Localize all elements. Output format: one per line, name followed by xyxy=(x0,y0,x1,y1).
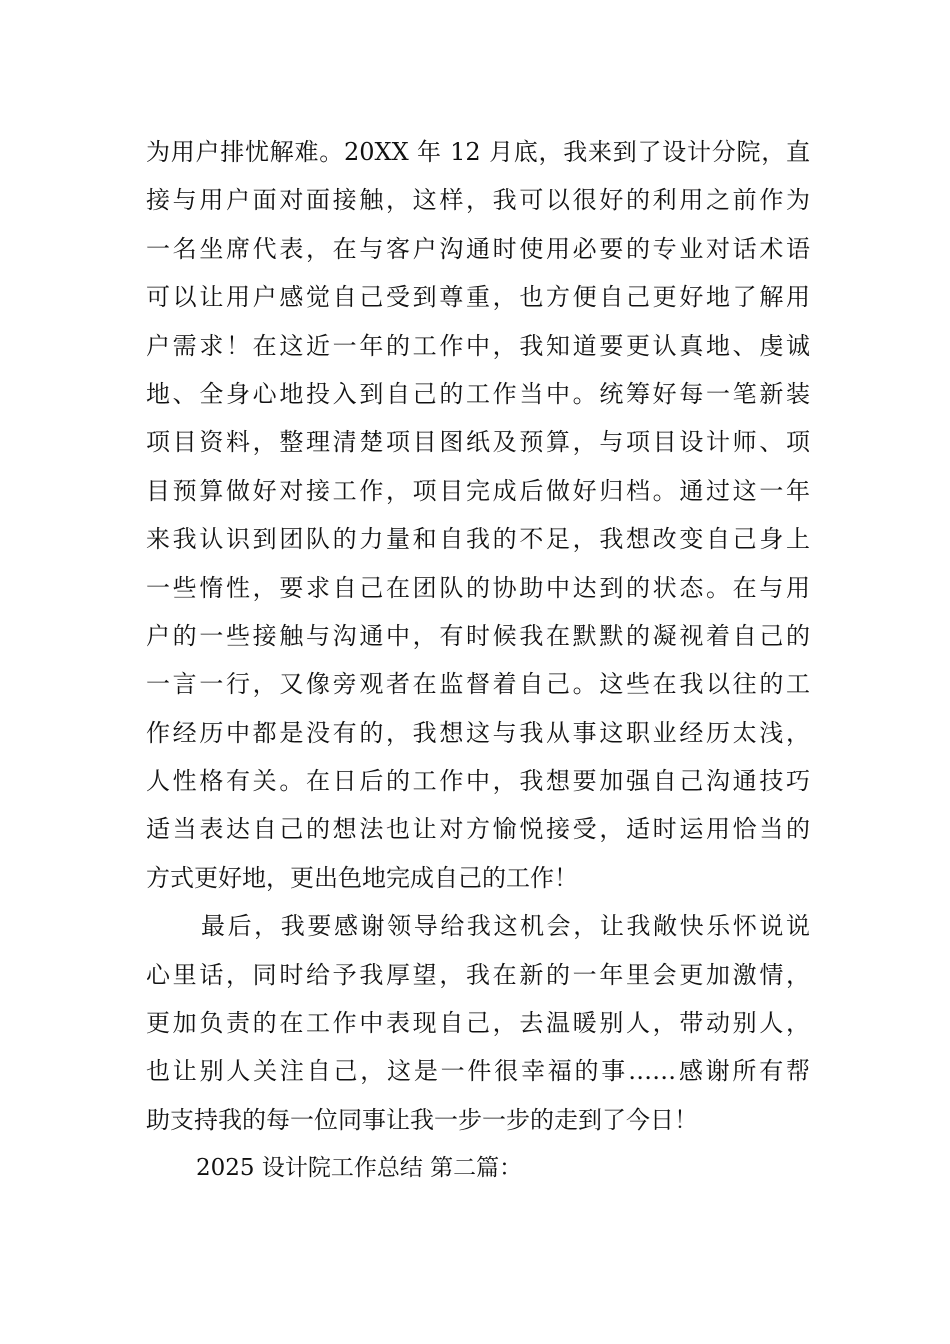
text-line: 一名坐席代表，在与客户沟通时使用必要的专业对话术语 xyxy=(146,234,810,263)
text-line: 助支持我的每一位同事让我一步一步的走到了今日！ xyxy=(146,1105,698,1134)
text-line: 户的一些接触与沟通中，有时候我在默默的凝视着自己的 xyxy=(146,621,810,650)
text-line: 适当表达自己的想法也让对方愉悦接受，适时运用恰当的 xyxy=(146,815,810,844)
text-line: 目预算做好对接工作，项目完成后做好归档。通过这一年 xyxy=(146,476,810,505)
text-line: 作经历中都是没有的，我想这与我从事这职业经历太浅， xyxy=(146,718,810,747)
text-line: 更加负责的在工作中表现自己，去温暖别人，带动别人， xyxy=(146,1009,810,1038)
text-line: 心里话，同时给予我厚望，我在新的一年里会更加激情， xyxy=(146,960,810,989)
text-line: 人性格有关。在日后的工作中，我想要加强自己沟通技巧 xyxy=(146,767,810,796)
text-line: 可以让用户感觉自己受到尊重，也方便自己更好地了解用 xyxy=(146,283,810,312)
document-body xyxy=(146,128,810,1193)
text-line: 接与用户面对面接触，这样，我可以很好的利用之前作为 xyxy=(146,186,810,215)
section-heading: 2025 设计院工作总结 第二篇： xyxy=(196,1155,523,1182)
paragraph-2 xyxy=(146,902,810,1144)
text-line: 地、全身心地投入到自己的工作当中。统筹好每一笔新装 xyxy=(146,379,810,408)
text-line: 也让别人关注自己，这是一件很幸福的事……感谢所有帮 xyxy=(146,1057,810,1086)
paragraph-1 xyxy=(146,128,810,902)
text-line: 项目资料，整理清楚项目图纸及预算，与项目设计师、项 xyxy=(146,428,810,457)
text-line: 方式更好地，更出色地完成自己的工作！ xyxy=(146,863,578,892)
text-line: 来我认识到团队的力量和自我的不足，我想改变自己身上 xyxy=(146,525,810,554)
text-line: 为用户排忧解难。20XX 年 12 月底，我来到了设计分院，直 xyxy=(146,138,810,166)
text-line: 一些惰性，要求自己在团队的协助中达到的状态。在与用 xyxy=(146,573,810,602)
text-line: 最后，我要感谢领导给我这机会，让我敞快乐怀说说 xyxy=(201,912,810,941)
text-line: 一言一行，又像旁观者在监督着自己。这些在我以往的工 xyxy=(146,670,810,699)
text-line: 户需求！在这近一年的工作中，我知道要更认真地、虔诚 xyxy=(146,331,810,360)
